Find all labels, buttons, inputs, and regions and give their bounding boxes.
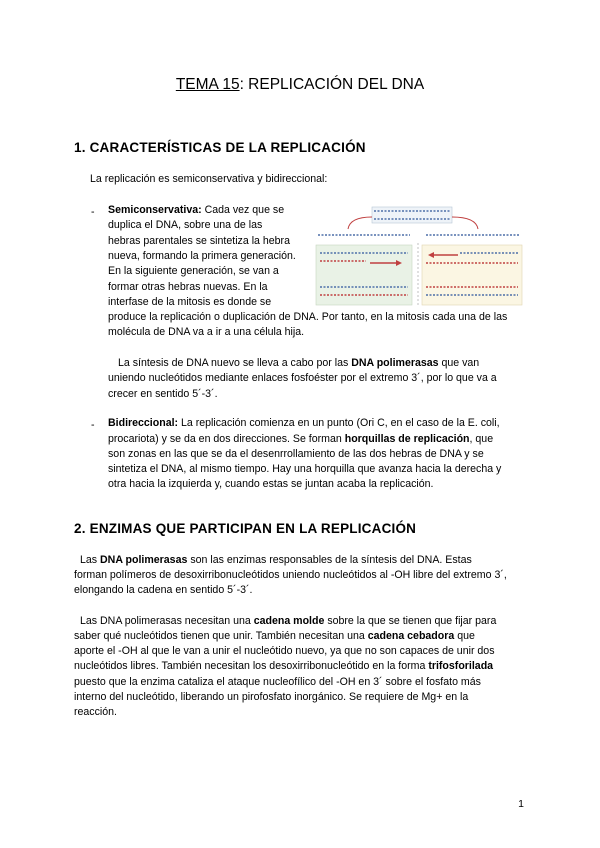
s2-p1-line-3: elongando la cadena en sentido 5´-3´. [74,584,253,596]
semi-line-1: duplica el DNA, sobre una de las [108,219,263,231]
semi-line-7: produce la replicación o duplicación de DNA. Por tanto, en la mitosis cada una de las [108,311,508,323]
s2-p1-line-1: Las DNA polimerasas son las enzimas responsables de la síntesis del DNA. Estas [80,554,472,566]
synth-line-1: La síntesis de DNA nuevo se lleva a cabo por las DNA polimerasas que van [118,357,480,369]
s2-p2-line-5: puesto que la enzima cataliza el ataque nucleofílico del -OH en 3´ sobre el fosfato más [74,676,481,688]
semi-line-0: Semiconservativa: Cada vez que se [108,204,285,216]
bidir-term: Bidireccional: [108,417,179,429]
semi-line-3: nueva, formando la primera generación. [108,250,296,262]
bidir-line-4: sintetiza el DNA, al mismo tiempo. Hay una horquilla que avanza hacia la derecha y [108,463,502,475]
synth-line-3: crecer en sentido 5´-3´. [108,388,218,400]
section1-intro: La replicación es semiconservativa y bidireccional: [90,173,328,185]
semi-term: Semiconservativa: [108,204,202,216]
bidir-line-2: procariota) y se da en dos direcciones. Se forman horquillas de replicación, que [108,433,494,445]
section1-heading: 1. CARACTERÍSTICAS DE LA REPLICACIÓN [74,140,366,155]
s2-p2-line-6: interno del nucleótido, liberando un pirofosfato inorgánico. Se requiere de Mg+ en la [74,691,469,703]
replication-diagram [310,203,526,308]
s2-p1-line-2: forman polímeros de desoxirribonucleótidos uniendo nucleótidos al -OH libre del extremo 3´, [74,569,507,581]
s2-p2-line-3: aporte el -OH al que le van a unir el nucleótido nuevo, ya que no son capaces de unir dos [74,645,495,657]
synth-line-2: uniendo nucleótidos mediante enlaces fosfoéster por el extremo 3´, por lo que va a [108,372,497,384]
semi-line-2: hebras parentales se sintetiza la hebra [108,235,290,247]
s2-p2-line-4: nucleótidos libres. También necesitan los desoxirribonucleótido en la forma trifosforilada [74,660,494,672]
bullet-dash: - [91,206,95,218]
s2-p2-line-1: Las DNA polimerasas necesitan una cadena molde sobre la que se tienen que fijar para [80,615,497,627]
bullet-dash: - [91,419,95,431]
s2-p2-line-2: saber qué nucleótidos tienen que unir. También necesitan una cadena cebadora que [74,630,475,642]
bidir-line-5: otra hacia la izquierda y, cuando estas se juntan acaba la replicación. [108,478,434,490]
page-title [0,76,600,94]
bidir-line-1: Bidireccional: La replicación comienza en un punto (Ori C, en el caso de la E. coli, [108,417,500,429]
semi-line-5: formar otras hebras nuevas. En la [108,281,268,293]
title-prefix: TEMA 15 [175,76,240,93]
section2-heading: 2. ENZIMAS QUE PARTICIPAN EN LA REPLICACIÓN [74,521,417,536]
page-number: 1 [518,798,524,810]
semi-line-4: En la siguiente generación, se van a [108,265,279,277]
title-rest: : REPLICACIÓN DEL DNA [239,76,425,93]
s2-p2-line-7: reacción. [74,706,117,718]
semi-line-8: molécula de DNA va a ir a una célula hija. [108,326,305,338]
semi-line-6: interfase de la mitosis es donde se [108,296,272,308]
bidir-line-3: son zonas en las que se da el desenrrollamiento de las dos hebras de DNA y se [108,448,484,460]
